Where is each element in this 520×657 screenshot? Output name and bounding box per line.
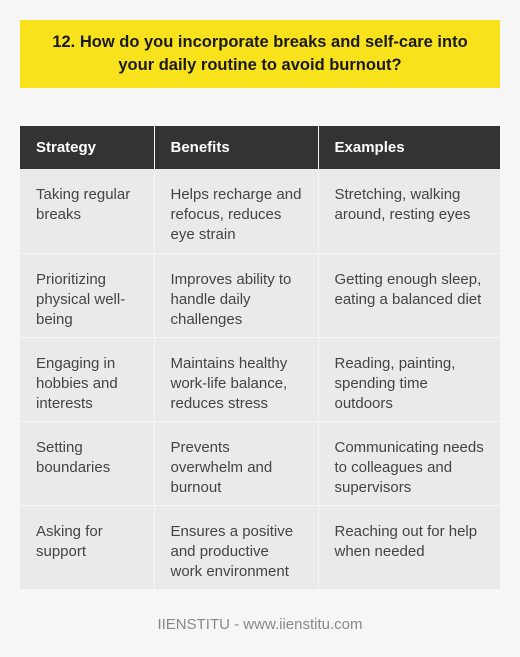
cell-benefits: Helps recharge and refocus, reduces eye strain xyxy=(154,169,318,253)
cell-benefits: Ensures a positive and productive work environment xyxy=(154,505,318,589)
table-header-row xyxy=(20,126,500,169)
strategy-table xyxy=(20,126,500,590)
table-row xyxy=(20,337,500,421)
cell-strategy: Setting boundaries xyxy=(20,421,154,505)
cell-strategy: Taking regular breaks xyxy=(20,169,154,253)
cell-benefits: Maintains healthy work-life balance, reduces stress xyxy=(154,337,318,421)
cell-strategy: Prioritizing physical well-being xyxy=(20,253,154,337)
cell-benefits: Prevents overwhelm and burnout xyxy=(154,421,318,505)
cell-strategy: Engaging in hobbies and interests xyxy=(20,337,154,421)
table-row xyxy=(20,505,500,589)
table-row xyxy=(20,421,500,505)
cell-examples: Getting enough sleep, eating a balanced diet xyxy=(318,253,500,337)
cell-benefits: Improves ability to handle daily challenges xyxy=(154,253,318,337)
cell-examples: Reaching out for help when needed xyxy=(318,505,500,589)
footer-credit: IIENSTITU - www.iienstitu.com xyxy=(157,616,363,633)
header-strategy: Strategy xyxy=(20,126,154,169)
header-benefits: Benefits xyxy=(154,126,318,169)
page-title: 12. How do you incorporate breaks and self-care into your daily routine to avoid burnout? xyxy=(20,20,500,88)
cell-examples: Reading, painting, spending time outdoors xyxy=(318,337,500,421)
table-row xyxy=(20,169,500,253)
cell-examples: Stretching, walking around, resting eyes xyxy=(318,169,500,253)
table-row xyxy=(20,253,500,337)
header-examples: Examples xyxy=(318,126,500,169)
cell-examples: Communicating needs to colleagues and supervisors xyxy=(318,421,500,505)
cell-strategy: Asking for support xyxy=(20,505,154,589)
